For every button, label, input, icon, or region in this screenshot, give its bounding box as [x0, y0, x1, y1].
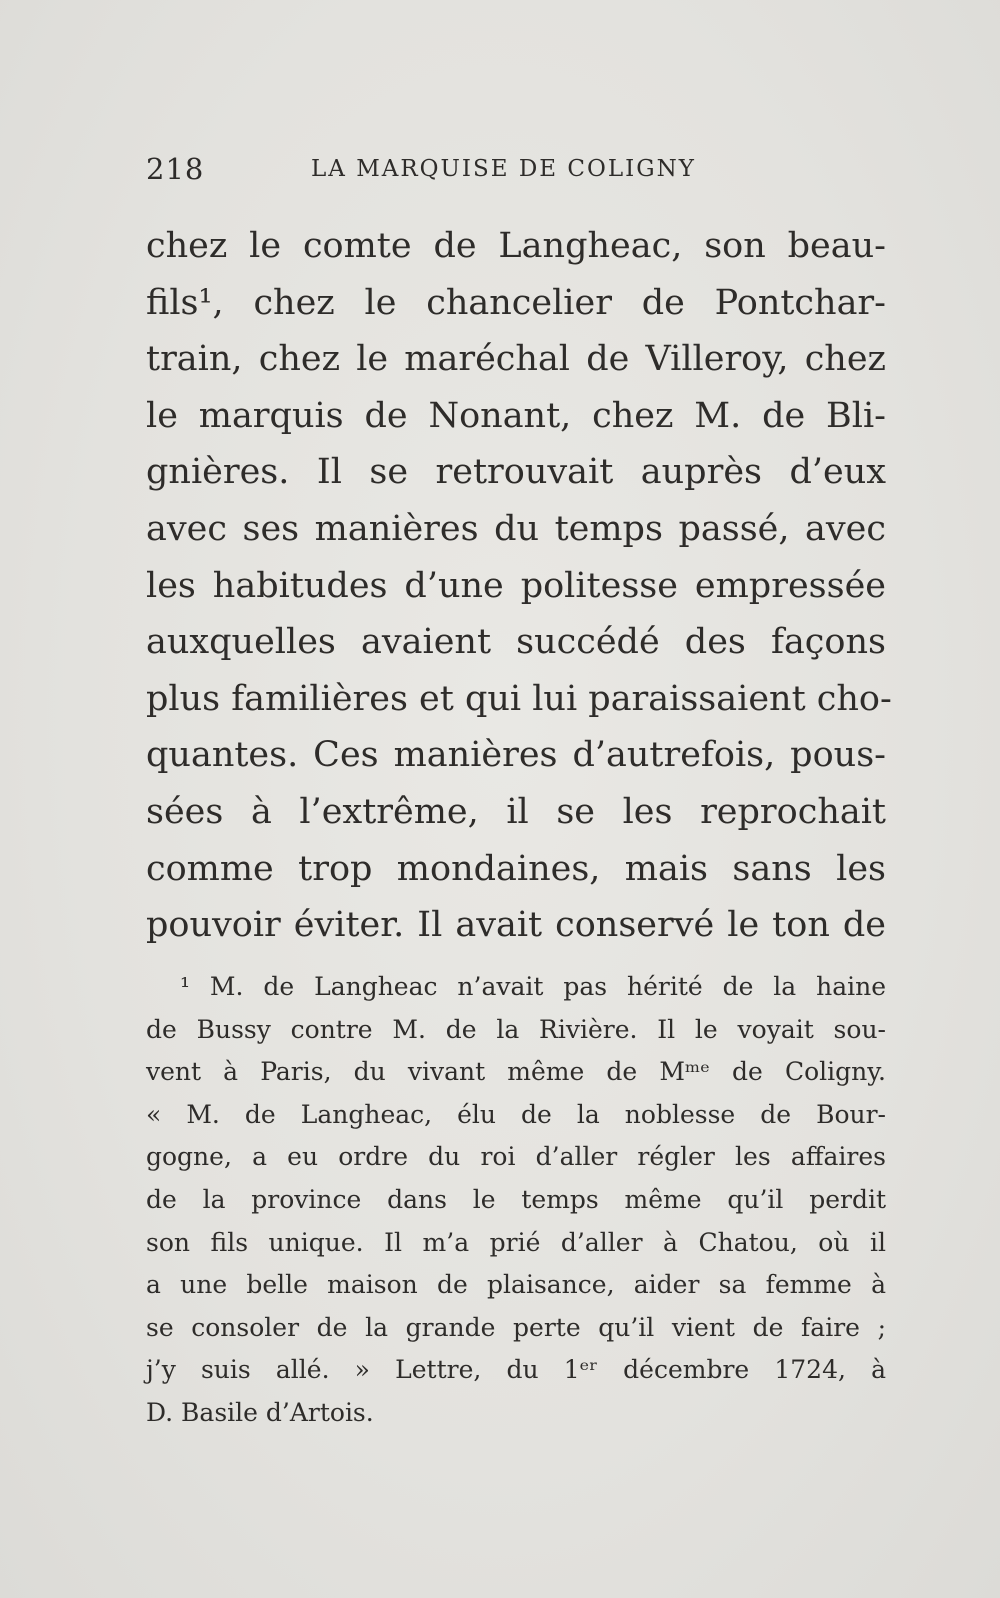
text-line: train, chez le maréchal de Villeroy, chez [146, 339, 886, 380]
text-line: auxquelles avaient succédé des façons [146, 622, 886, 663]
text-line: pouvoir éviter. Il avait conservé le ton de [146, 905, 886, 946]
running-title: LA MARQUISE DE COLIGNY [311, 156, 696, 182]
text-line: quantes. Ces manières d’autrefois, pous- [146, 735, 886, 776]
text-line: plus familières et qui lui paraissaient cho- [146, 678, 892, 719]
footnote-line: vent à Paris, du vivant même de Mᵐᵉ de Coligny. [146, 1057, 886, 1087]
text-line: gnières. Il se retrouvait auprès d’eux [146, 452, 886, 493]
text-line: chez le comte de Langheac, son beau- [146, 226, 886, 266]
footnote-line: gogne, a eu ordre du roi d’aller régler les affaires [146, 1142, 886, 1172]
footnote-line: de la province dans le temps même qu’il perdit [146, 1184, 886, 1214]
text-line: comme trop mondaines, mais sans les [146, 848, 886, 889]
text-line: avec ses manières du temps passé, avec [146, 508, 886, 549]
footnote-line: D. Basile d’Artois. [146, 1397, 374, 1427]
text-line: fils¹, chez le chancelier de Pontchar- [146, 282, 886, 323]
text-line: sées à l’extrême, il se les reprochait [146, 791, 886, 832]
page-number: 218 [146, 152, 205, 186]
main-text [146, 218, 892, 954]
footnote-line: a une belle maison de plaisance, aider sa femme à [146, 1270, 886, 1300]
footnote [146, 966, 886, 1435]
footnote-line: j’y suis allé. » Lettre, du 1ᵉʳ décembre 1724, à [146, 1355, 886, 1385]
footnote-line: « M. de Langheac, élu de la noblesse de Bour- [146, 1099, 886, 1129]
text-line: le marquis de Nonant, chez M. de Bli- [146, 395, 886, 436]
footnote-line: de Bussy contre M. de la Rivière. Il le voyait sou- [146, 1014, 886, 1044]
text-line: les habitudes d’une politesse empressée [146, 565, 886, 606]
footnote-line: son fils unique. Il m’a prié d’aller à Chatou, où il [146, 1227, 886, 1257]
footnote-line: se consoler de la grande perte qu’il vient de faire ; [146, 1312, 886, 1342]
footnote-line: ¹ M. de Langheac n’avait pas hérité de la haine [180, 972, 886, 1001]
page-header [146, 152, 886, 192]
